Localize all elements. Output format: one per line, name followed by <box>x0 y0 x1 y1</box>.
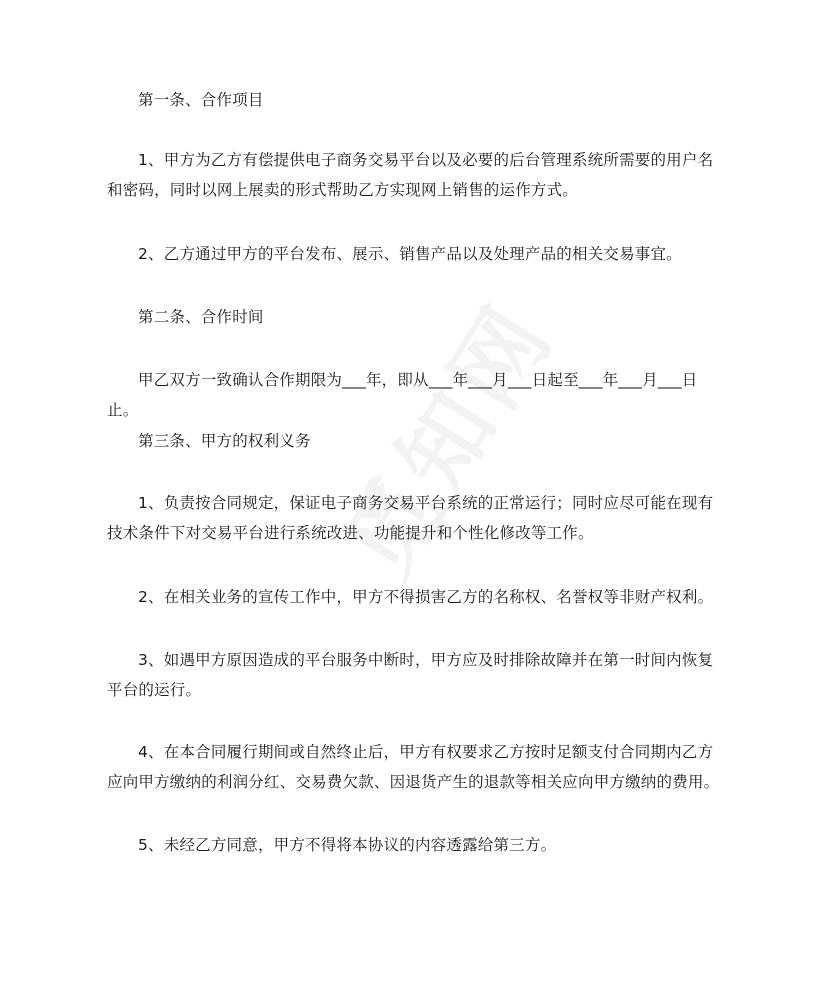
heading-article-2: 第二条、合作时间 <box>138 308 264 326</box>
heading-article-1: 第一条、合作项目 <box>138 91 264 109</box>
paragraph-article-3-item-2: 2、在相关业务的宣传工作中，甲方不得损害乙方的名称权、名誉权等非财产权利。 <box>138 588 714 606</box>
paragraph-article-1-item-1: 1、甲方为乙方有偿提供电子商务交易平台以及必要的后台管理系统所需要的用户名和密码，同时以网上展卖的形式帮助乙方实现网上销售的运作方式。 <box>107 151 714 199</box>
paragraph-article-3-item-1: 1、负责按合同规定，保证电子商务交易平台系统的正常运行；同时应尽可能在现有技术条件下对交易平台进行系统改进、功能提升和个性化修改等工作。 <box>107 494 714 542</box>
paragraph-article-3-item-5: 5、未经乙方同意，甲方不得将本协议的内容透露给第三方。 <box>138 836 557 854</box>
heading-article-3: 第三条、甲方的权利义务 <box>138 432 311 450</box>
paragraph-article-1-item-2: 2、乙方通过甲方的平台发布、展示、销售产品以及处理产品的相关交易事宜。 <box>138 245 682 263</box>
paragraph-article-3-item-4: 4、在本合同履行期间或自然终止后，甲方有权要求乙方按时足额支付合同期内乙方应向甲方缴纳的利润分红、交易费欠款、因退货产生的退款等相关应向甲方缴纳的费用。 <box>107 743 720 791</box>
paragraph-article-3-item-3: 3、如遇甲方原因造成的平台服务中断时，甲方应及时排除故障并在第一时间内恢复平台的运行。 <box>107 651 714 699</box>
paragraph-cooperation-term: 甲乙双方一致确认合作期限为___年，即从___年___月___日起至___年___月___日止。 <box>107 371 698 419</box>
